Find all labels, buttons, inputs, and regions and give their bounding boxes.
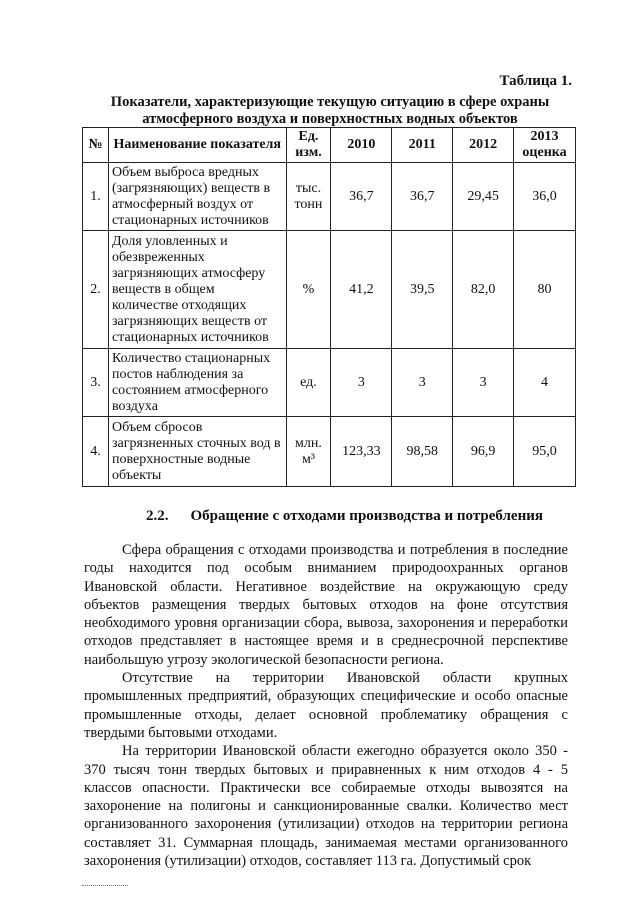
paragraph: Отсутствие на территории Ивановской области крупных промышленных предприятий, образующих специфические и особо опасные промышленные отходы, делает основной проблематику обращения с твердыми бытовыми отходами.	[84, 670, 568, 741]
table-row	[83, 163, 576, 231]
section-title: Обращение с отходами производства и потребления	[190, 508, 543, 524]
row-name: Доля уловленных и обезвреженных загрязняющих атмосферу веществ в общем количестве отходящих загрязняющих веществ от стационарных источников	[108, 231, 286, 349]
footer-divider	[82, 885, 128, 886]
row-name: Объем выброса вредных (загрязняющих) веществ в атмосферный воздух от стационарных источников	[108, 163, 286, 231]
row-value-2012: 96,9	[453, 417, 514, 487]
header-unit: Ед. изм.	[286, 128, 331, 163]
row-name: Объем сбросов загрязненных сточных вод в поверхностные водные объекты	[108, 417, 286, 487]
row-value-2013: 80	[514, 231, 576, 349]
table-row	[83, 231, 576, 349]
row-unit: ед.	[286, 349, 331, 417]
row-value-2013: 4	[514, 349, 576, 417]
paragraph: Сфера обращения с отходами производства и потребления в последние годы находится под особым вниманием природоохранных органов Ивановской области. Негативное воздействие на окружающую среду объектов размещения твердых бытовых отходов на фоне отсутствия необходимого уровня организации сбора, вывоза, захоронения и переработки отходов представляет в настоящее время и в среднесрочной перспективе наибольшую угрозу экологической безопасности региона.	[84, 542, 568, 668]
row-num: 1.	[83, 163, 109, 231]
row-name: Количество стационарных постов наблюдения за состоянием атмосферного воздуха	[108, 349, 286, 417]
indicators-table	[82, 127, 576, 487]
table-row	[83, 349, 576, 417]
row-unit: млн. м³	[286, 417, 331, 487]
row-value-2012: 82,0	[453, 231, 514, 349]
header-2011: 2011	[392, 128, 453, 163]
header-2012: 2012	[453, 128, 514, 163]
row-value-2010: 41,2	[331, 231, 392, 349]
section-heading	[146, 508, 543, 525]
paragraph: На территории Ивановской области ежегодно образуется около 350 - 370 тысяч тонн твердых бытовых и приравненных к ним отходов 4 - 5 классов опасности. Практически все собираемые отходы вывозятся на захоронение на полигоны и санкционированные свалки. Количество мест организованного захоронения (утилизации) отходов на территории региона составляет 31. Суммарная площадь, занимаемая местами организованного захоронения (утилизации) отходов, составляет 113 га. Допустимый срок	[84, 743, 568, 870]
row-value-2010: 3	[331, 349, 392, 417]
row-value-2012: 3	[453, 349, 514, 417]
table-header-row	[83, 128, 576, 163]
row-value-2011: 39,5	[392, 231, 453, 349]
header-2013: 2013 оценка	[514, 128, 576, 163]
row-value-2011: 36,7	[392, 163, 453, 231]
header-name: Наименование показателя	[108, 128, 286, 163]
table-row	[83, 417, 576, 487]
row-num: 2.	[83, 231, 109, 349]
header-num: №	[83, 128, 109, 163]
table-title: Показатели, характеризующие текущую ситуацию в сфере охраны атмосферного воздуха и поверхностных водных объектов	[110, 94, 550, 127]
row-value-2013: 95,0	[514, 417, 576, 487]
row-value-2010: 123,33	[331, 417, 392, 487]
table-number: Таблица 1.	[499, 73, 572, 89]
row-value-2010: 36,7	[331, 163, 392, 231]
row-value-2011: 98,58	[392, 417, 453, 487]
section-number: 2.2.	[146, 508, 169, 524]
row-unit: тыс. тонн	[286, 163, 331, 231]
row-value-2011: 3	[392, 349, 453, 417]
row-num: 4.	[83, 417, 109, 487]
row-value-2013: 36,0	[514, 163, 576, 231]
body-text	[84, 541, 568, 870]
row-num: 3.	[83, 349, 109, 417]
row-unit: %	[286, 231, 331, 349]
row-value-2012: 29,45	[453, 163, 514, 231]
header-2010: 2010	[331, 128, 392, 163]
